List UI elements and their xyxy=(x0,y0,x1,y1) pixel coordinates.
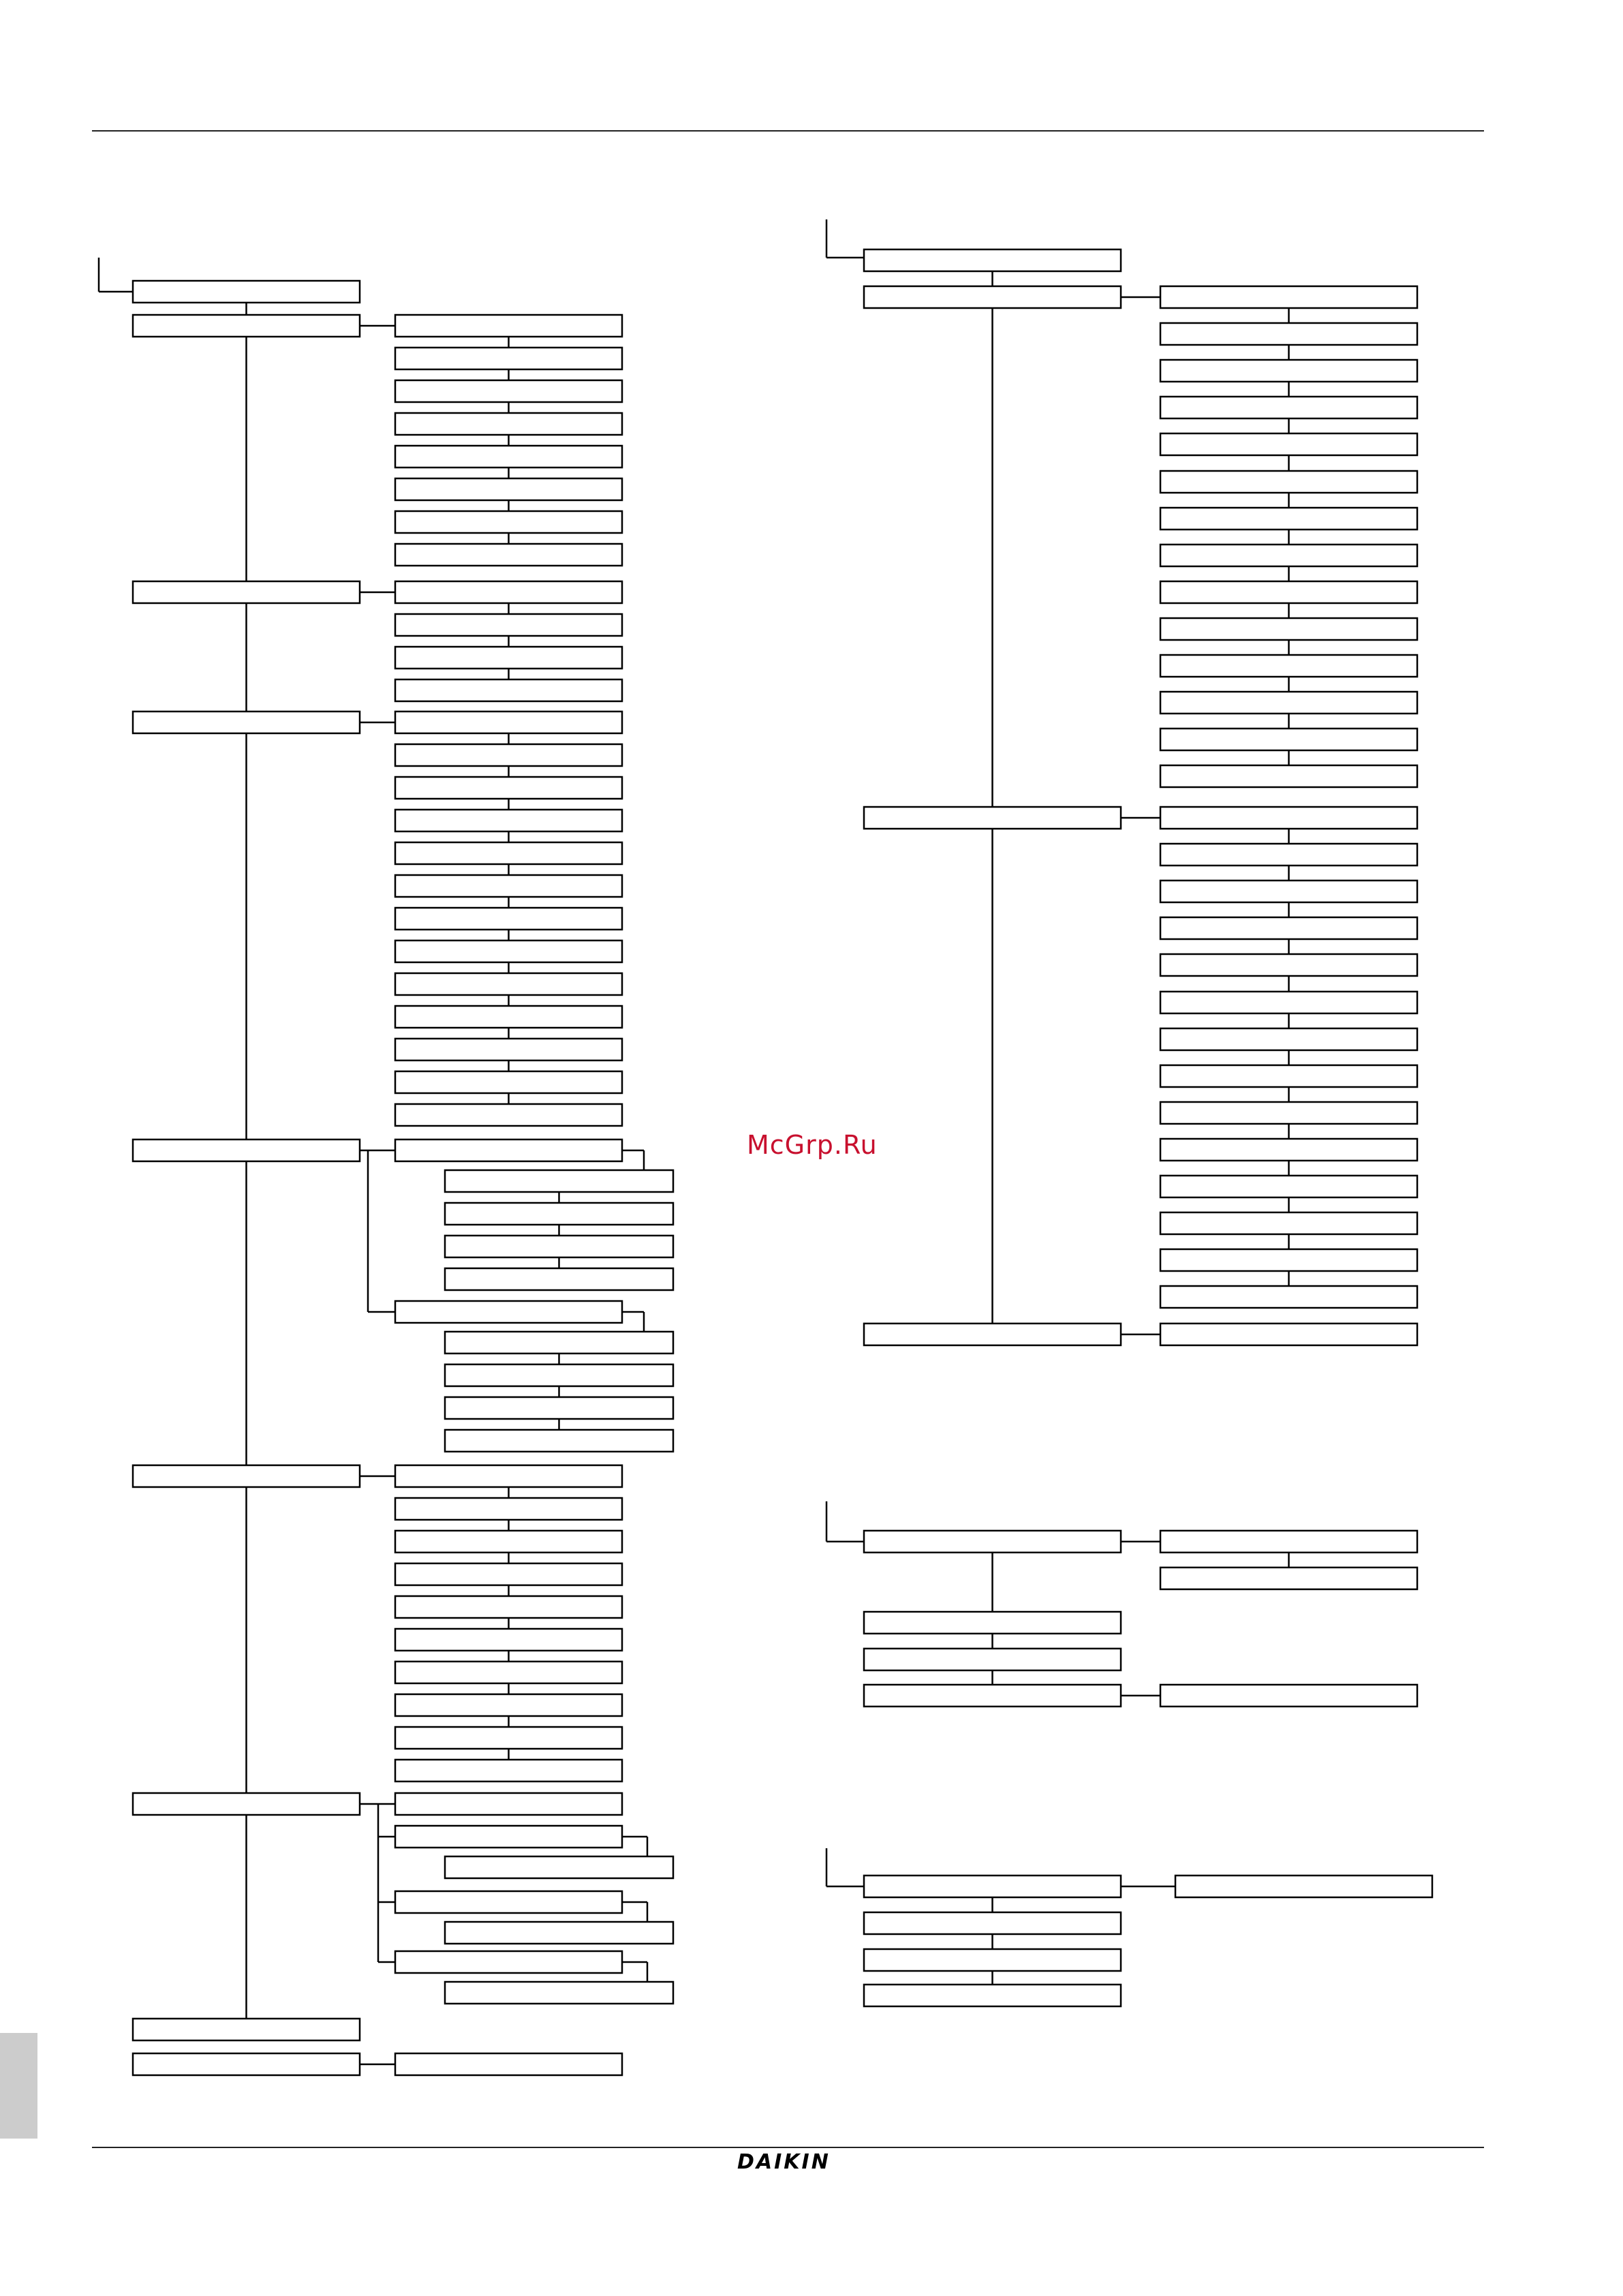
level2-box xyxy=(395,940,622,962)
level2-box xyxy=(395,810,622,831)
level2-box xyxy=(395,1498,622,1520)
level1-box xyxy=(864,1876,1121,1897)
level2-box xyxy=(395,2053,622,2075)
level2-box xyxy=(395,647,622,669)
level2-box xyxy=(1160,1249,1417,1271)
level2-box xyxy=(1160,1028,1417,1050)
level2-box xyxy=(1160,1323,1417,1345)
level1-box xyxy=(133,2053,360,2075)
level2-box xyxy=(395,1071,622,1093)
level2-box xyxy=(395,478,622,500)
level2-box xyxy=(1160,692,1417,714)
level2-box xyxy=(395,348,622,369)
level2-box xyxy=(395,1465,622,1487)
level2-box xyxy=(395,614,622,636)
level1-box xyxy=(864,1649,1121,1670)
level2-box xyxy=(395,1826,622,1848)
level2-box xyxy=(395,446,622,468)
level1-box xyxy=(864,1912,1121,1934)
level2-box xyxy=(1160,844,1417,866)
level1-box xyxy=(864,1949,1121,1971)
level3-box xyxy=(445,1922,673,1944)
level1-box xyxy=(864,1685,1121,1706)
side-tab xyxy=(0,2033,37,2139)
level2-box xyxy=(395,1563,622,1585)
level1-box xyxy=(864,249,1121,271)
level2-box xyxy=(395,1629,622,1651)
watermark-text: McGrp.Ru xyxy=(747,1130,878,1160)
level2-box xyxy=(395,1531,622,1552)
level3-box xyxy=(445,1203,673,1225)
level1-box xyxy=(133,315,360,337)
level2-box xyxy=(395,1039,622,1060)
level2-box xyxy=(1160,655,1417,677)
level3-box xyxy=(445,1364,673,1386)
level2-box xyxy=(395,711,622,733)
level2-box xyxy=(395,413,622,435)
level2-box xyxy=(395,1951,622,1973)
level2-box xyxy=(395,842,622,864)
level2-box xyxy=(395,908,622,930)
level2-box xyxy=(1160,917,1417,939)
level2-box xyxy=(395,973,622,995)
daikin-logo: DAIKIN xyxy=(737,2150,831,2174)
level2-box xyxy=(1160,1102,1417,1124)
level2-box xyxy=(1160,729,1417,750)
level2-box xyxy=(395,1694,622,1716)
level3-box xyxy=(445,1332,673,1353)
level2-box xyxy=(1160,545,1417,566)
level1-box xyxy=(864,1985,1121,2006)
level2-box xyxy=(1160,286,1417,308)
level2-box xyxy=(395,744,622,766)
level2-box xyxy=(395,1596,622,1618)
level3-box xyxy=(445,1236,673,1257)
level2-box xyxy=(1160,433,1417,455)
level2-box xyxy=(395,1793,622,1815)
level3-box xyxy=(445,1982,673,2004)
level2-box xyxy=(395,679,622,701)
level1-box xyxy=(133,1139,360,1161)
level2-box xyxy=(1160,881,1417,902)
level2-box xyxy=(395,544,622,566)
level2-box xyxy=(395,1006,622,1028)
level2-box xyxy=(1160,581,1417,603)
level2-box xyxy=(1160,1567,1417,1589)
level2-box xyxy=(395,315,622,337)
level2-box xyxy=(1160,1065,1417,1087)
level1-box xyxy=(864,1612,1121,1634)
level2-box xyxy=(1160,323,1417,345)
level2-box xyxy=(395,1760,622,1781)
level2-box xyxy=(1160,1685,1417,1706)
level3-box xyxy=(445,1397,673,1419)
level1-box xyxy=(133,2019,360,2040)
level2-box xyxy=(395,380,622,402)
level2-box xyxy=(1160,807,1417,829)
level2-box xyxy=(395,511,622,533)
level3-box xyxy=(445,1170,673,1192)
level1-box xyxy=(133,1793,360,1815)
level2-box xyxy=(1160,765,1417,787)
level2-box xyxy=(1160,360,1417,382)
level2-box xyxy=(395,777,622,799)
level1-box xyxy=(133,581,360,603)
level2-box xyxy=(395,1891,622,1913)
level2-box xyxy=(395,1727,622,1749)
level1-box xyxy=(133,1465,360,1487)
level1-box xyxy=(864,286,1121,308)
level2-box xyxy=(1160,508,1417,530)
level2-box xyxy=(1160,618,1417,640)
level2-box xyxy=(1160,992,1417,1013)
level1-box xyxy=(133,281,360,303)
level2-box xyxy=(395,1301,622,1323)
footer-rule xyxy=(92,2147,1484,2148)
level2-box xyxy=(1160,1531,1417,1552)
level1-box xyxy=(864,1323,1121,1345)
level2-box xyxy=(1160,1176,1417,1197)
level2-box xyxy=(1175,1876,1432,1897)
level2-box xyxy=(1160,1139,1417,1161)
level1-box xyxy=(133,711,360,733)
level2-box xyxy=(395,1104,622,1126)
level1-box xyxy=(864,807,1121,829)
level3-box xyxy=(445,1856,673,1878)
level2-box xyxy=(395,1139,622,1161)
level2-box xyxy=(1160,471,1417,493)
level2-box xyxy=(1160,954,1417,976)
level2-box xyxy=(1160,1286,1417,1308)
level2-box xyxy=(395,581,622,603)
level2-box xyxy=(395,1662,622,1683)
level3-box xyxy=(445,1430,673,1452)
level2-box xyxy=(1160,1212,1417,1234)
level1-box xyxy=(864,1531,1121,1552)
level2-box xyxy=(1160,397,1417,418)
level2-box xyxy=(395,875,622,897)
level3-box xyxy=(445,1268,673,1290)
